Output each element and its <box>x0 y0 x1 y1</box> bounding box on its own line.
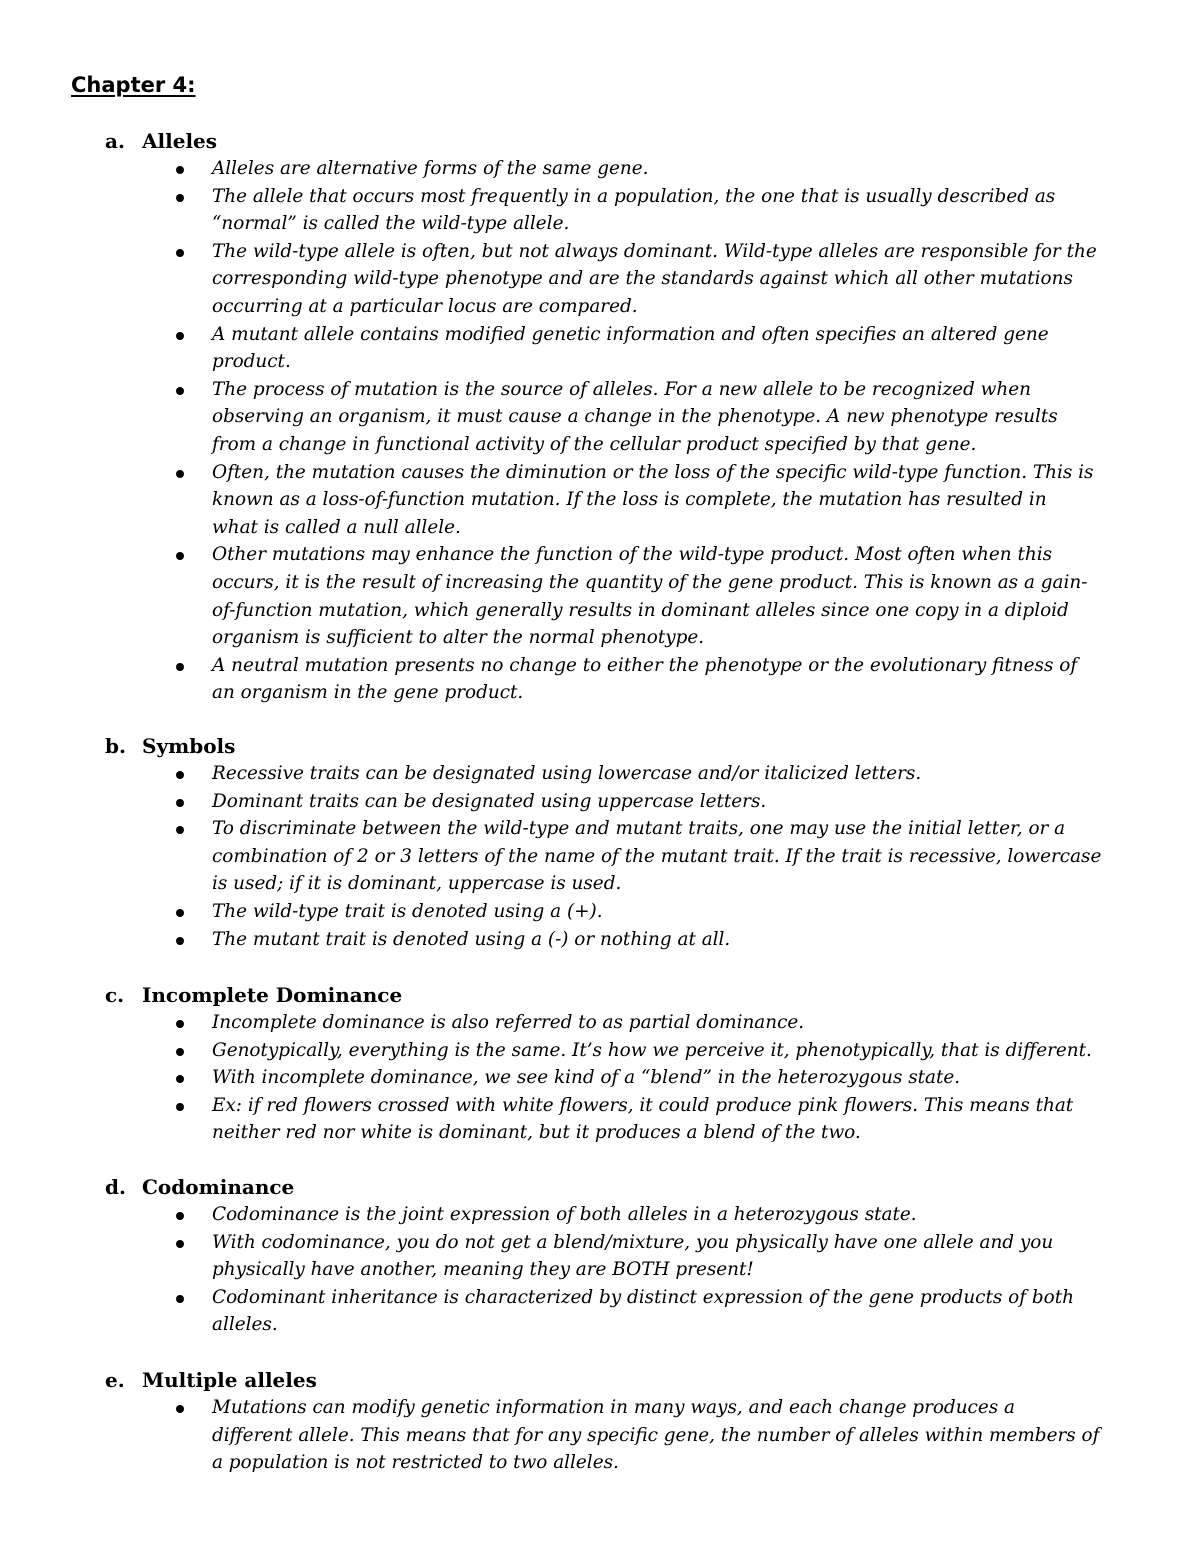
bullet-text-line: corresponding wild-type phenotype and are the standards against which all other mutations <box>212 268 1073 290</box>
bullet-item <box>0 376 1200 459</box>
bullet-list <box>0 155 1200 707</box>
bullet-text-line: product. <box>212 351 291 373</box>
bullet-item <box>0 1064 1200 1092</box>
bullet-text-line: Incomplete dominance is also referred to as partial dominance. <box>212 1012 805 1033</box>
bullet-text <box>212 760 1137 788</box>
section-letter: a. <box>105 129 125 153</box>
bullet-item <box>0 155 1200 183</box>
bullet-text-line: Other mutations may enhance the function of the wild-type product. Most often when this <box>212 544 1053 566</box>
bullet-dot-icon <box>176 194 184 202</box>
bullet-item <box>0 898 1200 926</box>
bullet-item <box>0 760 1200 788</box>
bullet-text-line: of-function mutation, which generally results in dominant alleles since one copy in a diploid <box>212 599 1069 621</box>
bullet-dot-icon <box>176 826 184 834</box>
bullet-text-line: “normal” is called the wild-type allele. <box>212 213 570 235</box>
bullet-text <box>212 926 1137 954</box>
bullet-text-line: Often, the mutation causes the diminution or the loss of the specific wild-type function. This is <box>212 461 1094 483</box>
bullet-text-line: The mutant trait is denoted using a (-) or nothing at all. <box>212 928 731 950</box>
bullet-text-line: an organism in the gene product. <box>212 682 524 704</box>
bullet-item <box>0 238 1200 321</box>
bullet-item <box>0 1229 1200 1284</box>
section-name: Symbols <box>142 734 236 758</box>
bullet-text <box>212 1009 1137 1037</box>
bullet-text <box>212 1229 1137 1284</box>
bullet-text-line: Dominant traits can be designated using uppercase letters. <box>212 790 767 812</box>
bullet-dot-icon <box>176 1240 184 1248</box>
bullet-text <box>212 1201 1137 1229</box>
bullet-text <box>212 1394 1137 1477</box>
bullet-dot-icon <box>176 937 184 945</box>
bullet-dot-icon <box>176 1075 184 1083</box>
bullet-text <box>212 1037 1137 1065</box>
bullet-text-line: occurring at a particular locus are compared. <box>212 295 638 317</box>
bullet-text <box>212 788 1137 816</box>
section-name: Codominance <box>142 1175 295 1199</box>
bullet-text <box>212 155 1137 183</box>
bullet-text-line: A neutral mutation presents no change to either the phenotype or the evolutionary fitness of <box>212 654 1078 676</box>
bullet-dot-icon <box>176 663 184 671</box>
bullet-text <box>212 1064 1137 1092</box>
bullet-item <box>0 321 1200 376</box>
bullet-text-line: neither red nor white is dominant, but it produces a blend of the two. <box>212 1122 861 1144</box>
bullet-text-line: With incomplete dominance, we see kind of a “blend” in the heterozygous state. <box>212 1067 961 1089</box>
bullet-item <box>0 1037 1200 1065</box>
bullet-text <box>212 898 1137 926</box>
bullet-text-line: physically have another, meaning they are BOTH present! <box>212 1259 754 1281</box>
bullet-text-line: The wild-type allele is often, but not always dominant. Wild-type alleles are responsible for the <box>212 240 1097 262</box>
bullet-item <box>0 926 1200 954</box>
bullet-text-line: To discriminate between the wild-type and mutant traits, one may use the initial letter, or a <box>212 818 1066 840</box>
bullet-text-line: known as a loss-of-function mutation. If the loss is complete, the mutation has resulted in <box>212 489 1047 511</box>
bullet-list <box>0 760 1200 953</box>
bullet-dot-icon <box>176 1212 184 1220</box>
section-letter: c. <box>105 983 125 1007</box>
bullet-text-line: occurs, it is the result of increasing the quantity of the gene product. This is known as a gain- <box>212 571 1088 593</box>
bullet-dot-icon <box>176 799 184 807</box>
bullet-text <box>212 183 1137 238</box>
bullet-text-line: different allele. This means that for any specific gene, the number of alleles within members of <box>212 1424 1100 1446</box>
bullet-dot-icon <box>176 909 184 917</box>
bullet-dot-icon <box>176 1295 184 1303</box>
bullet-item <box>0 1009 1200 1037</box>
bullet-text-line: The wild-type trait is denoted using a (+). <box>212 900 603 922</box>
bullet-text-line: Recessive traits can be designated using lowercase and/or italicized letters. <box>212 763 922 784</box>
section-letter: b. <box>105 734 126 758</box>
bullet-text <box>212 541 1137 651</box>
bullet-list <box>0 1201 1200 1339</box>
bullet-dot-icon <box>176 470 184 478</box>
bullet-text-line: The process of mutation is the source of alleles. For a new allele to be recognized when <box>212 378 1031 400</box>
bullet-text-line: Ex: if red flowers crossed with white flowers, it could produce pink flowers. This means that <box>212 1094 1074 1116</box>
bullet-dot-icon <box>176 332 184 340</box>
bullet-dot-icon <box>176 166 184 174</box>
bullet-dot-icon <box>176 1020 184 1028</box>
bullet-text-line: Alleles are alternative forms of the same gene. <box>212 158 649 179</box>
bullet-item <box>0 815 1200 898</box>
bullet-dot-icon <box>176 1405 184 1413</box>
bullet-text-line: Codominance is the joint expression of both alleles in a heterozygous state. <box>212 1204 917 1225</box>
bullet-text <box>212 321 1137 376</box>
section-letter: d. <box>105 1175 126 1199</box>
section-letter: e. <box>105 1368 125 1392</box>
bullet-item <box>0 1201 1200 1229</box>
bullet-text-line: With codominance, you do not get a blend/mixture, you physically have one allele and you <box>212 1231 1054 1253</box>
bullet-text <box>212 652 1137 707</box>
bullet-text-line: Mutations can modify genetic information in many ways, and each change produces a <box>212 1397 1015 1418</box>
bullet-dot-icon <box>176 552 184 560</box>
bullet-text <box>212 376 1137 459</box>
bullet-item <box>0 541 1200 651</box>
bullet-dot-icon <box>176 387 184 395</box>
bullet-item <box>0 459 1200 542</box>
bullet-text-line: what is called a null allele. <box>212 516 461 538</box>
chapter-title: Chapter 4: <box>71 73 196 97</box>
bullet-text <box>212 1092 1137 1147</box>
bullet-item <box>0 652 1200 707</box>
bullet-text-line: A mutant allele contains modified genetic information and often specifies an altered gene <box>212 323 1049 345</box>
section-name: Alleles <box>142 129 218 153</box>
bullet-text <box>212 815 1137 898</box>
bullet-text <box>212 459 1137 542</box>
bullet-text-line: alleles. <box>212 1314 278 1336</box>
bullet-dot-icon <box>176 1103 184 1111</box>
bullet-text-line: is used; if it is dominant, uppercase is used. <box>212 873 622 895</box>
bullet-text-line: organism is sufficient to alter the normal phenotype. <box>212 627 705 649</box>
bullet-item <box>0 1284 1200 1339</box>
bullet-text-line: Codominant inheritance is characterized by distinct expression of the gene products of both <box>212 1286 1074 1308</box>
bullet-text-line: combination of 2 or 3 letters of the name of the mutant trait. If the trait is recessive, lowercase <box>212 845 1102 867</box>
bullet-list <box>0 1394 1200 1477</box>
bullet-text-line: from a change in functional activity of the cellular product specified by that gene. <box>212 433 977 455</box>
bullet-text-line: Genotypically, everything is the same. It’s how we perceive it, phenotypically, that is different. <box>212 1039 1092 1061</box>
section-name: Incomplete Dominance <box>142 983 403 1007</box>
bullet-dot-icon <box>176 249 184 257</box>
bullet-text-line: a population is not restricted to two alleles. <box>212 1452 619 1474</box>
section-name: Multiple alleles <box>142 1368 317 1392</box>
bullet-dot-icon <box>176 771 184 779</box>
bullet-dot-icon <box>176 1048 184 1056</box>
bullet-item <box>0 1092 1200 1147</box>
bullet-text-line: observing an organism, it must cause a change in the phenotype. A new phenotype results <box>212 406 1058 428</box>
bullet-item <box>0 183 1200 238</box>
bullet-text <box>212 1284 1137 1339</box>
bullet-item <box>0 1394 1200 1477</box>
bullet-text-line: The allele that occurs most frequently in a population, the one that is usually described as <box>212 185 1056 207</box>
bullet-list <box>0 1009 1200 1147</box>
bullet-item <box>0 788 1200 816</box>
bullet-text <box>212 238 1137 321</box>
